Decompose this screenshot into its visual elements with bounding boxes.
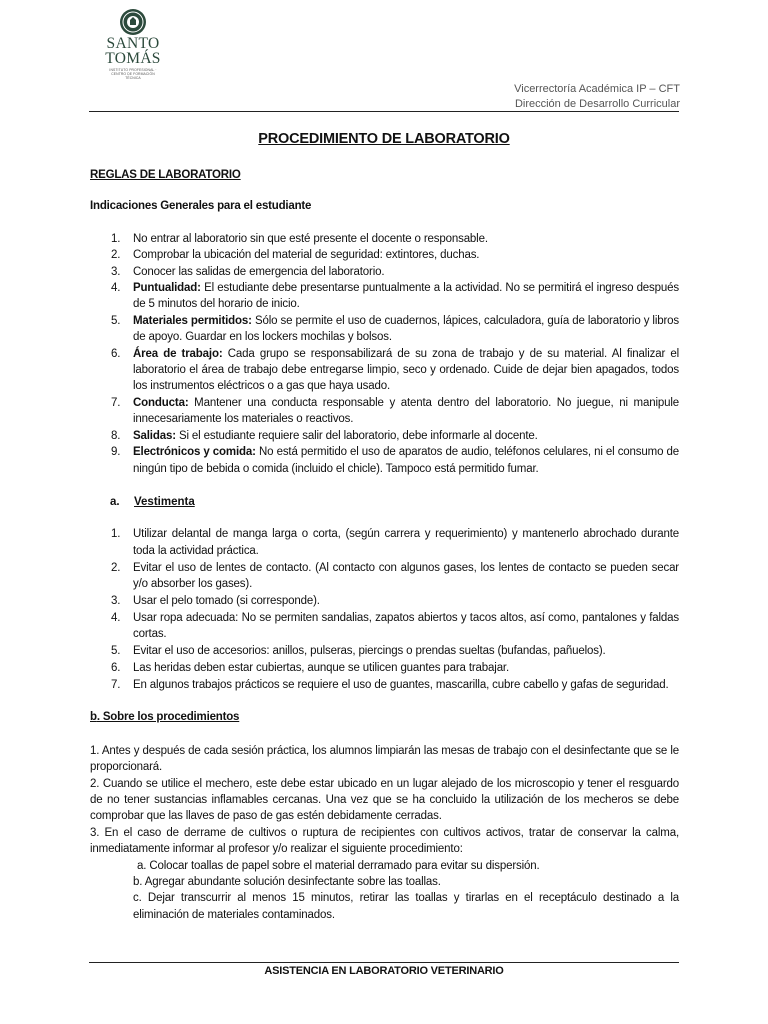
header-department <box>514 82 680 112</box>
list-item: 7. En algunos trabajos prácticos se requiere el uso de guantes, mascarilla, cubre cabello y gafas de seguridad. <box>111 678 669 691</box>
list-item: 3. Conocer las salidas de emergencia del laboratorio. <box>111 265 385 278</box>
list-item: 1. No entrar al laboratorio sin que esté presente el docente o responsable. <box>111 232 488 245</box>
procedure-paragraph-3: 3. En el caso de derrame de cultivos o ruptura de recipientes con cultivos activos, tratar de conservar la calma, inmediatamente informar al profesor y/o realizar el siguiente procedimiento: <box>90 826 679 856</box>
general-rules-list <box>90 231 679 477</box>
section-heading-clothing: a. Vestimenta <box>110 495 195 508</box>
list-item: 6. Área de trabajo: Cada grupo se responsabilizará de su zona de trabajo y de su material. Al finalizar el laboratorio el área de trabajo debe entregarse limpio, seco y ordenado. Cuide de dejar bien apagados, todos los instrumentos eléctricos o a gas que haya usado. <box>111 347 679 393</box>
procedure-step-a: a. Colocar toallas de papel sobre el material derramado para evitar su dispersión. <box>137 859 540 872</box>
document-body <box>90 167 679 923</box>
list-item: 5. Materiales permitidos: Sólo se permite el uso de cuadernos, lápices, calculadora, guía de laboratorio y libros de apoyo. Guardar en los lockers mochilas y bolsos. <box>111 314 680 344</box>
institution-logo <box>103 8 163 80</box>
logo-name-line2: TOMÁS <box>105 50 161 67</box>
logo-subtext: INSTITUTO PROFESIONAL · CENTRO DE FORMACIÓN TÉCNICA <box>109 68 157 80</box>
list-item: 4. Usar ropa adecuada: No se permiten sandalias, zapatos abiertos y tacos altos, así como, pantalones y faldas cortas. <box>111 611 679 641</box>
list-item: 9. Electrónicos y comida: No está permitido el uso de aparatos de audio, teléfonos celulares, ni el consumo de ningún tipo de bebida o comida (incluido el chicle). Tampoco está permitido fumar. <box>111 446 679 475</box>
list-item: 2. Comprobar la ubicación del material de seguridad: extintores, duchas. <box>111 249 480 262</box>
document-title: PROCEDIMIENTO DE LABORATORIO <box>258 131 510 147</box>
header-line-2: Dirección de Desarrollo Curricular <box>514 98 680 110</box>
list-item: 3. Usar el pelo tomado (si corresponde). <box>111 594 320 607</box>
page-footer: ASISTENCIA EN LABORATORIO VETERINARIO <box>264 965 504 977</box>
logo-name-line1: SANTO <box>106 35 160 52</box>
list-item: 1. Utilizar delantal de manga larga o corta, (según carrera y requerimiento) y mantenerlo abrochado durante toda la actividad práctica. <box>111 528 679 557</box>
list-item: 5. Evitar el uso de accesorios: anillos, pulseras, piercings o prendas sueltas (bufandas, pañuelos). <box>111 645 606 658</box>
procedure-paragraph-2: 2. Cuando se utilice el mechero, este debe estar ubicado en un lugar alejado de los microscopio y tener el resguardo de no tener sustancias inflamables cercanas. Una vez que se ha concluido la utilización de los mecheros se debe comprobar que las llaves de paso de gas estén debidamente cerradas. <box>90 777 679 823</box>
list-item: 7. Conducta: Mantener una conducta responsable y atenta dentro del laboratorio. No juegue, ni manipule innecesariamente los materiales o reactivos. <box>111 396 679 426</box>
footer-divider <box>89 962 679 963</box>
section-heading-rules: REGLAS DE LABORATORIO <box>90 169 241 181</box>
procedures-block <box>90 743 679 923</box>
crest-icon <box>119 8 147 36</box>
list-item: 8. Salidas: Si el estudiante requiere salir del laboratorio, debe informarle al docente. <box>111 429 538 442</box>
clothing-list <box>90 526 679 693</box>
procedure-step-b: b. Agregar abundante solución desinfectante sobre las toallas. <box>133 876 441 889</box>
list-item: 4. Puntualidad: El estudiante debe presentarse puntualmente a la actividad. No se permitirá el ingreso después de 5 minutos del horario de inicio. <box>111 282 679 311</box>
header-line-1: Vicerrectoría Académica IP – CFT <box>514 83 680 95</box>
procedure-paragraph-1: 1. Antes y después de cada sesión práctica, los alumnos limpiarán las mesas de trabajo con el desinfectante que se le proporcionará. <box>90 744 679 774</box>
list-item: 6. Las heridas deben estar cubiertas, aunque se utilicen guantes para trabajar. <box>111 662 510 675</box>
section-heading-procedures: b. Sobre los procedimientos <box>90 711 240 724</box>
header-divider <box>89 111 679 112</box>
list-item: 2. Evitar el uso de lentes de contacto. (Al contacto con algunos gases, los lentes de contacto se pueden secar y/o absorber los gases). <box>111 561 679 591</box>
section-heading-general: Indicaciones Generales para el estudiante <box>90 200 312 213</box>
procedure-step-c: c. Dejar transcurrir al menos 15 minutos, retirar las toallas y tirarlas en el receptáculo destinado a la eliminación de materiales contaminados. <box>133 892 679 921</box>
